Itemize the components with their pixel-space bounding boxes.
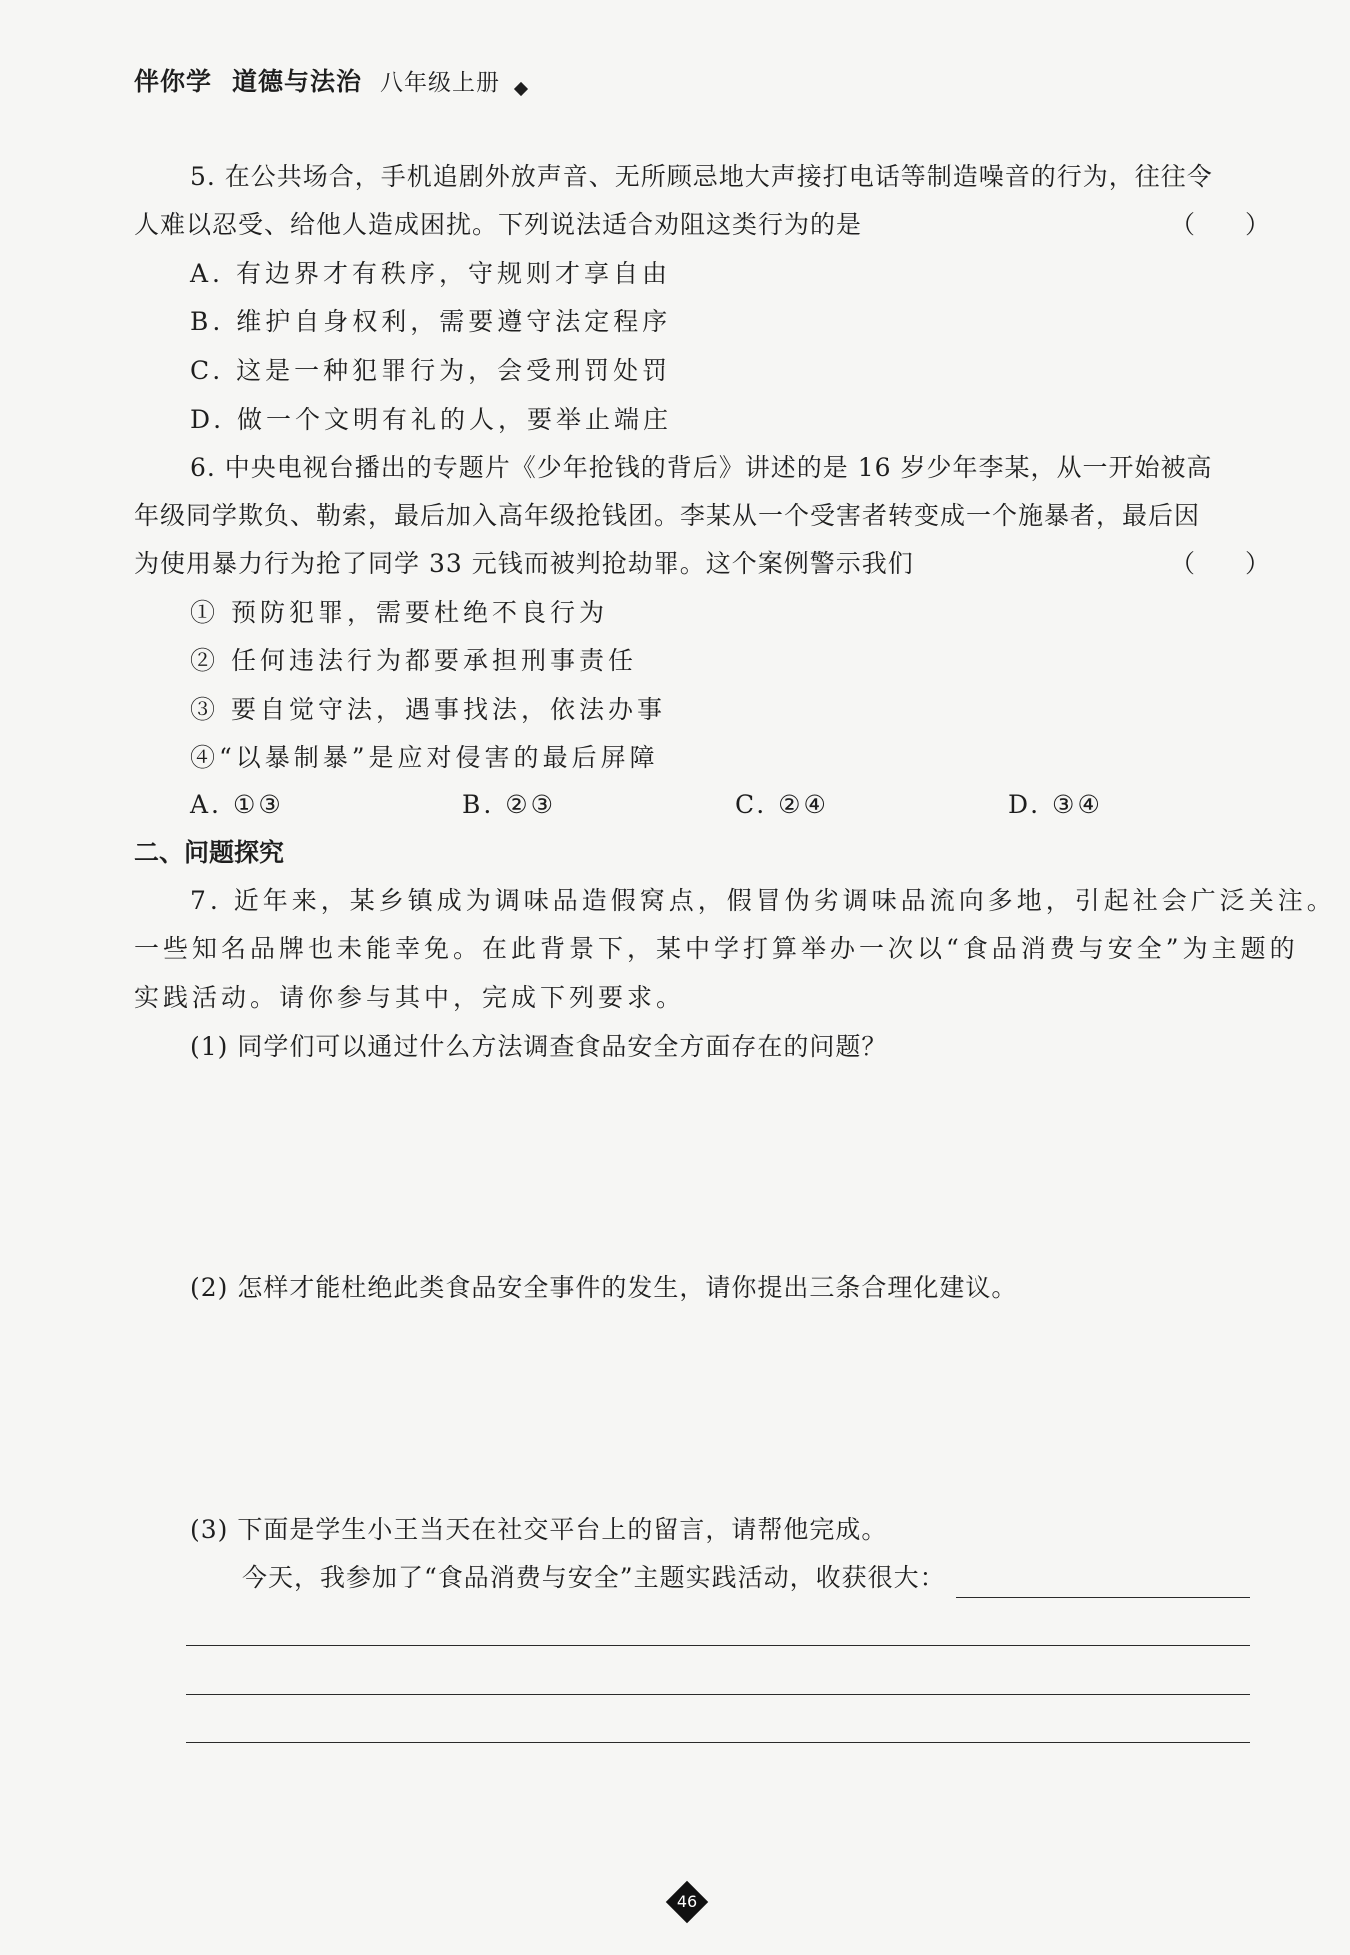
q6-stem-line3: 为使用暴力行为抢了同学 33 元钱而被判抢劫罪。这个案例警示我们 — [134, 549, 914, 578]
q7-stem-line2: 一些知名品牌也未能幸免。在此背景下，某中学打算举办一次以“食品消费与安全”为主题的 — [134, 934, 1299, 963]
q5-answer-blank[interactable]: （ ） — [1170, 210, 1271, 239]
page-number: 46 — [676, 1892, 698, 1911]
q7-sub-question-3: (3) 下面是学生小王当天在社交平台上的留言，请帮他完成。 — [190, 1515, 888, 1544]
q5-stem-line1: 5. 在公共场合，手机追剧外放声音、无所顾忌地大声接打电话等制造噪音的行为，往往令 — [190, 162, 1213, 191]
q5-option-c: C. 这是一种犯罪行为，会受刑罚处罚 — [190, 356, 672, 385]
q6-statement-2: ② 任何违法行为都要承担刑事责任 — [190, 646, 637, 675]
answer-line-3[interactable] — [186, 1694, 1250, 1695]
page-header — [134, 62, 500, 98]
answer-line-4[interactable] — [186, 1742, 1250, 1743]
header-diamond-icon — [514, 82, 528, 96]
q5-stem-line2: 人难以忍受、给他人造成困扰。下列说法适合劝阻这类行为的是 — [134, 210, 863, 239]
q7-sub-question-2: (2) 怎样才能杜绝此类食品安全事件的发生，请你提出三条合理化建议。 — [190, 1273, 1018, 1302]
series-title: 伴你学 — [134, 67, 213, 96]
q6-choice-d: D. ③④ — [1008, 790, 1103, 819]
q6-statement-1: ① 预防犯罪，需要杜绝不良行为 — [190, 598, 608, 627]
q6-choice-b: B. ②③ — [462, 790, 557, 819]
subject-title: 道德与法治 — [232, 67, 363, 96]
q7-stem-line3: 实践活动。请你参与其中，完成下列要求。 — [134, 983, 686, 1012]
grade-title: 八年级上册 — [380, 70, 501, 96]
q5-option-d: D. 做一个文明有礼的人，要举止端庄 — [190, 405, 673, 434]
q6-statement-4: ④“以暴制暴”是应对侵害的最后屏障 — [190, 743, 659, 772]
section-title: 二、问题探究 — [134, 838, 285, 867]
q6-statement-3: ③ 要自觉守法，遇事找法，依法办事 — [190, 695, 666, 724]
answer-line-1[interactable] — [956, 1597, 1250, 1598]
q5-option-a: A. 有边界才有秩序，守规则才享自由 — [190, 259, 671, 288]
q6-stem-line1: 6. 中央电视台播出的专题片《少年抢钱的背后》讲述的是 16 岁少年李某，从一开始被高 — [190, 453, 1213, 482]
q6-choice-c: C. ②④ — [735, 790, 829, 819]
q7-stem-line1: 7. 近年来，某乡镇成为调味品造假窝点，假冒伪劣调味品流向多地，引起社会广泛关注。 — [190, 886, 1336, 915]
answer-line-2[interactable] — [186, 1645, 1250, 1646]
q7-sub3-prompt: 今天，我参加了“食品消费与安全”主题实践活动，收获很大： — [242, 1563, 946, 1592]
q6-choice-a: A. ①③ — [190, 790, 284, 819]
page-number-badge — [666, 1881, 708, 1923]
q6-answer-blank[interactable]: （ ） — [1170, 549, 1271, 578]
q5-option-b: B. 维护自身权利，需要遵守法定程序 — [190, 307, 672, 336]
q6-stem-line2: 年级同学欺负、勒索，最后加入高年级抢钱团。李某从一个受害者转变成一个施暴者，最后因 — [134, 501, 1201, 530]
q7-sub-question-1: (1) 同学们可以通过什么方法调查食品安全方面存在的问题？ — [190, 1032, 888, 1061]
